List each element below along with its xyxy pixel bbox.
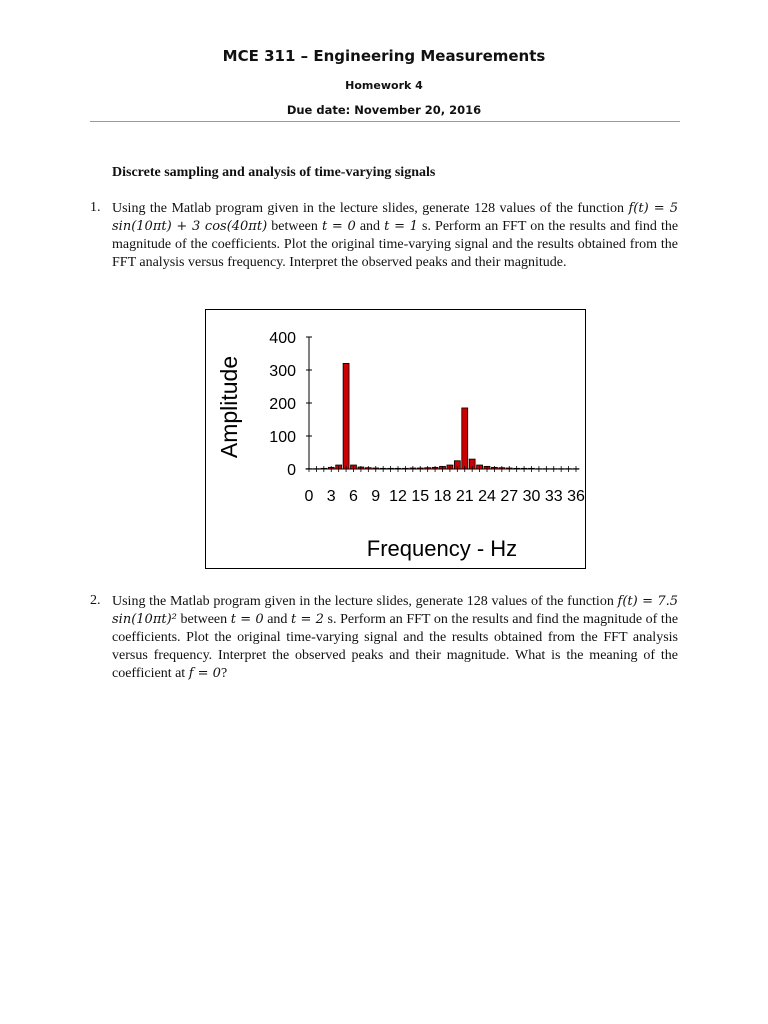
x-tick-label: 30	[522, 488, 541, 505]
homework-number: Homework 4	[345, 79, 423, 92]
bar	[343, 363, 349, 469]
fft-chart	[205, 309, 586, 569]
question-2-end: ?	[220, 666, 228, 681]
question-1-between: between	[271, 219, 318, 234]
header-divider	[90, 121, 680, 122]
course-title: MCE 311 – Engineering Measurements	[222, 47, 546, 65]
question-2-and: and	[267, 612, 288, 627]
x-tick-label: 27	[500, 488, 519, 505]
y-tick-label: 400	[269, 330, 296, 347]
y-axis-label: Amplitude	[216, 355, 242, 459]
y-tick-label: 100	[269, 429, 296, 446]
question-1-t-end: t = 1	[384, 219, 418, 234]
question-2-t-end: t = 2	[291, 612, 324, 627]
question-2-rest: s. Perform an FFT on the results and find the magnitude of the coefficients. Plot the original time-varying signal and the results obtained from the FFT analysis versus frequency. Interpret the observed peaks and their magnitude. What is the meaning of the coefficient at	[112, 612, 679, 681]
x-tick-label: 12	[389, 488, 407, 505]
due-date: Due date: November 20, 2016	[286, 103, 482, 117]
y-tick-label: 200	[269, 396, 296, 413]
x-tick-label: 21	[455, 488, 474, 505]
x-tick-label: 15	[411, 488, 430, 505]
question-1-formula: f(t) = 5 sin(10πt) + 3 cos(40πt)	[112, 201, 678, 234]
x-tick-label: 0	[304, 488, 314, 505]
question-1-rest: s. Perform an FFT on the results and find the magnitude of the coefficients. Plot the original time-varying signal and the results obtained from the FFT analysis versus frequency. Interpret the observed peaks and their magnitude.	[112, 219, 679, 270]
question-2-formula: f(t) = 7.5 sin(10πt)²	[112, 594, 678, 627]
x-tick-label: 36	[567, 488, 585, 505]
y-tick-label: 300	[269, 363, 296, 380]
section-title: Discrete sampling and analysis of time-varying signals	[112, 165, 436, 180]
question-2-number: 2.	[90, 593, 101, 608]
question-1-number: 1.	[90, 200, 101, 215]
x-tick-label: 3	[326, 488, 336, 505]
x-axis-label: Frequency - Hz	[366, 536, 518, 561]
question-1-t-start: t = 0	[321, 219, 356, 234]
fft-chart-svg	[206, 310, 587, 570]
question-1-and: and	[359, 219, 381, 234]
question-2-text	[112, 593, 678, 683]
question-2-t-start: t = 0	[230, 612, 264, 627]
question-2-f-zero: f = 0	[188, 666, 221, 681]
question-2-intro: Using the Matlab program given in the lecture slides, generate 128 values of the function	[112, 594, 614, 609]
x-tick-label: 33	[544, 488, 563, 505]
x-tick-label: 6	[349, 488, 358, 505]
y-tick-label: 0	[287, 462, 296, 479]
question-1-text	[112, 200, 678, 272]
x-tick-label: 18	[433, 488, 452, 505]
bar	[462, 408, 468, 469]
x-tick-label: 9	[371, 488, 381, 505]
x-tick-label: 24	[478, 488, 496, 505]
question-1-intro: Using the Matlab program given in the lecture slides, generate 128 values of the function	[112, 201, 625, 216]
question-2-between: between	[180, 612, 228, 627]
